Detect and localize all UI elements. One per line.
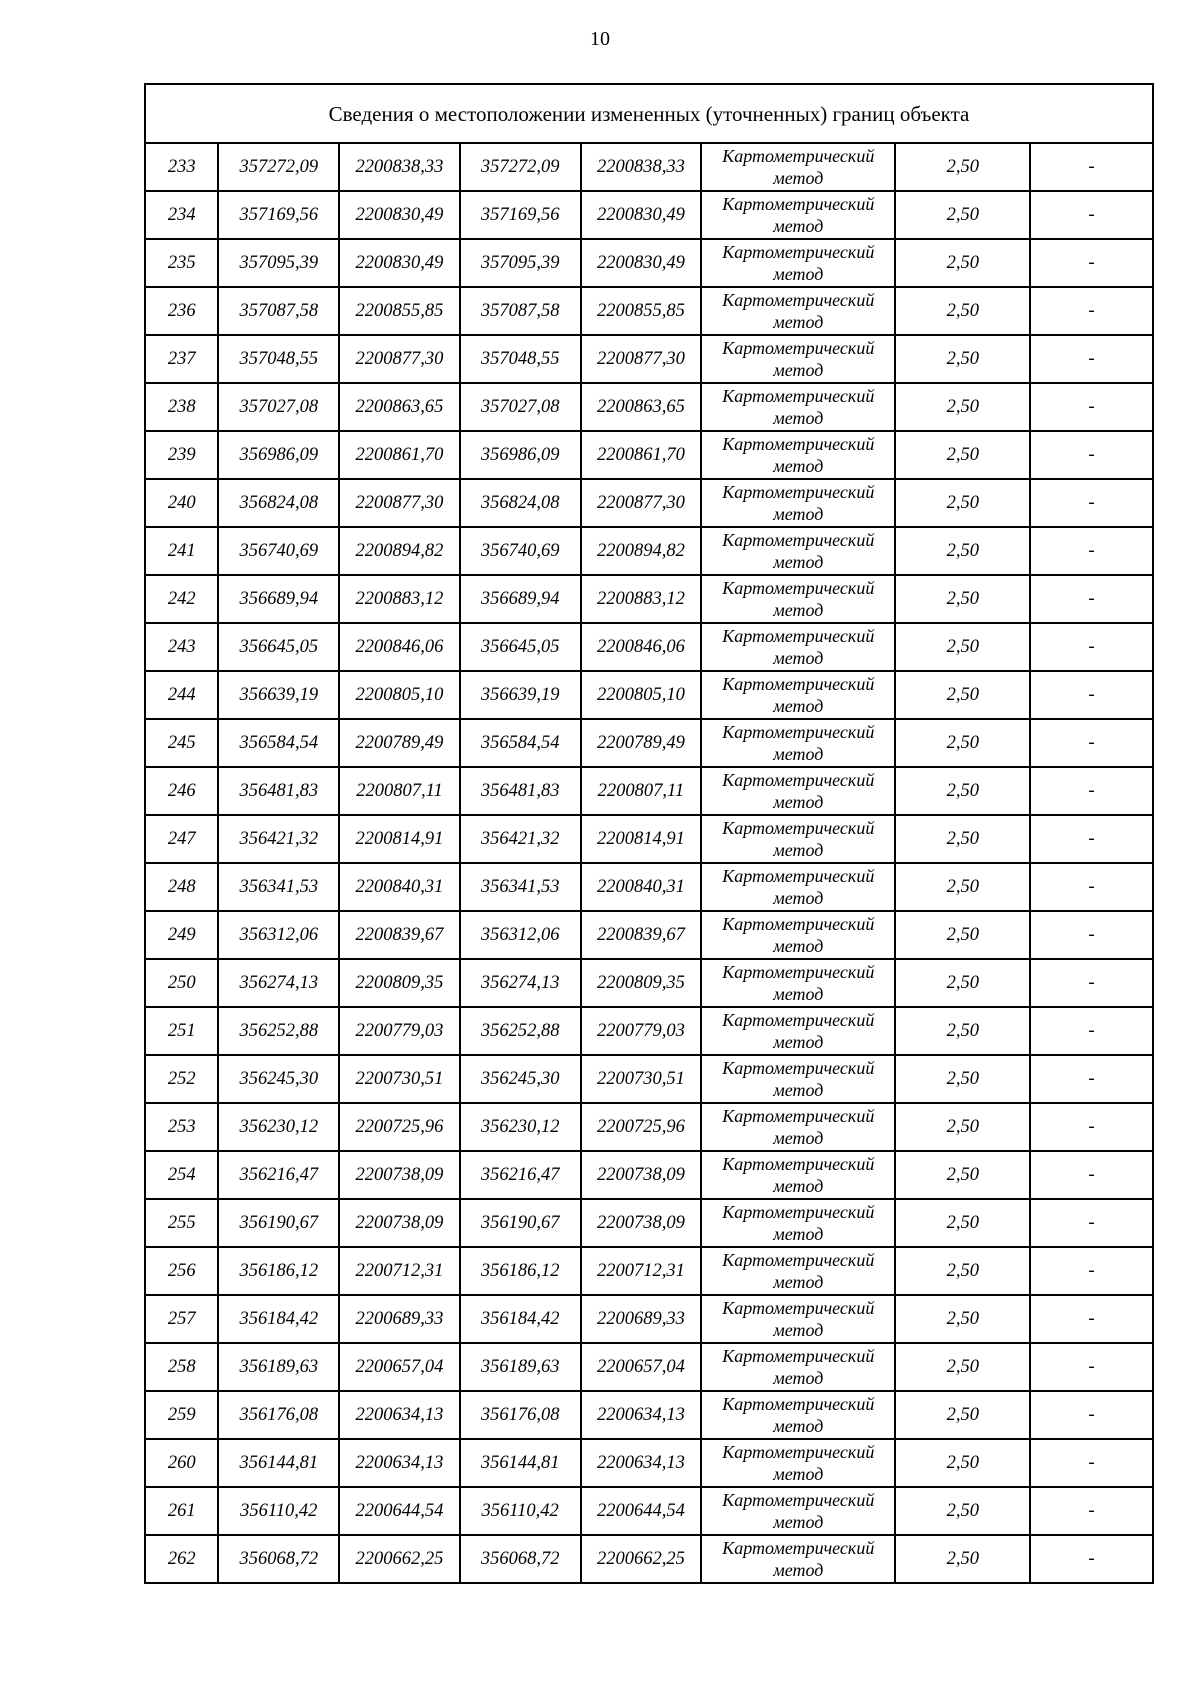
method-cell: Картометрический метод — [701, 431, 895, 479]
refined-x-cell: 356245,30 — [460, 1055, 581, 1103]
refined-x-cell: 357272,09 — [460, 143, 581, 191]
existing-y-cell: 2200830,49 — [339, 191, 460, 239]
accuracy-cell: 2,50 — [895, 527, 1030, 575]
method-cell: Картометрический метод — [701, 1151, 895, 1199]
existing-y-cell: 2200861,70 — [339, 431, 460, 479]
table-row — [145, 1391, 1153, 1439]
accuracy-cell: 2,50 — [895, 1055, 1030, 1103]
method-cell: Картометрический метод — [701, 767, 895, 815]
table-row — [145, 1439, 1153, 1487]
existing-x-cell: 356189,63 — [218, 1343, 339, 1391]
description-cell: - — [1030, 527, 1153, 575]
refined-y-cell: 2200779,03 — [581, 1007, 702, 1055]
accuracy-cell: 2,50 — [895, 1103, 1030, 1151]
existing-y-cell: 2200877,30 — [339, 335, 460, 383]
description-cell: - — [1030, 383, 1153, 431]
refined-x-cell: 356184,42 — [460, 1295, 581, 1343]
refined-y-cell: 2200807,11 — [581, 767, 702, 815]
point-number-cell: 245 — [145, 719, 218, 767]
point-number-cell: 259 — [145, 1391, 218, 1439]
table-row — [145, 671, 1153, 719]
refined-x-cell: 356274,13 — [460, 959, 581, 1007]
existing-y-cell: 2200657,04 — [339, 1343, 460, 1391]
existing-y-cell: 2200840,31 — [339, 863, 460, 911]
table-title-row — [145, 84, 1153, 143]
refined-y-cell: 2200712,31 — [581, 1247, 702, 1295]
existing-y-cell: 2200814,91 — [339, 815, 460, 863]
existing-y-cell: 2200830,49 — [339, 239, 460, 287]
refined-x-cell: 356190,67 — [460, 1199, 581, 1247]
accuracy-cell: 2,50 — [895, 1151, 1030, 1199]
refined-x-cell: 356252,88 — [460, 1007, 581, 1055]
refined-y-cell: 2200877,30 — [581, 335, 702, 383]
table-row — [145, 479, 1153, 527]
description-cell: - — [1030, 1487, 1153, 1535]
refined-x-cell: 356230,12 — [460, 1103, 581, 1151]
table-row — [145, 623, 1153, 671]
method-cell: Картометрический метод — [701, 1295, 895, 1343]
point-number-cell: 248 — [145, 863, 218, 911]
table-row — [145, 1103, 1153, 1151]
existing-y-cell: 2200662,25 — [339, 1535, 460, 1583]
point-number-cell: 244 — [145, 671, 218, 719]
description-cell: - — [1030, 1151, 1153, 1199]
description-cell: - — [1030, 1343, 1153, 1391]
existing-y-cell: 2200789,49 — [339, 719, 460, 767]
existing-y-cell: 2200894,82 — [339, 527, 460, 575]
refined-y-cell: 2200634,13 — [581, 1391, 702, 1439]
existing-y-cell: 2200883,12 — [339, 575, 460, 623]
existing-x-cell: 357048,55 — [218, 335, 339, 383]
description-cell: - — [1030, 287, 1153, 335]
table-row — [145, 863, 1153, 911]
refined-x-cell: 357095,39 — [460, 239, 581, 287]
method-cell: Картометрический метод — [701, 959, 895, 1007]
method-cell: Картометрический метод — [701, 1391, 895, 1439]
point-number-cell: 234 — [145, 191, 218, 239]
point-number-cell: 256 — [145, 1247, 218, 1295]
table-title: Сведения о местоположении измененных (уточненных) границ объекта — [145, 84, 1153, 143]
point-number-cell: 261 — [145, 1487, 218, 1535]
point-number-cell: 253 — [145, 1103, 218, 1151]
refined-x-cell: 356186,12 — [460, 1247, 581, 1295]
existing-y-cell: 2200805,10 — [339, 671, 460, 719]
accuracy-cell: 2,50 — [895, 767, 1030, 815]
refined-y-cell: 2200830,49 — [581, 191, 702, 239]
refined-y-cell: 2200877,30 — [581, 479, 702, 527]
refined-y-cell: 2200730,51 — [581, 1055, 702, 1103]
method-cell: Картометрический метод — [701, 239, 895, 287]
existing-x-cell: 356216,47 — [218, 1151, 339, 1199]
point-number-cell: 246 — [145, 767, 218, 815]
point-number-cell: 243 — [145, 623, 218, 671]
accuracy-cell: 2,50 — [895, 1487, 1030, 1535]
existing-x-cell: 356824,08 — [218, 479, 339, 527]
existing-x-cell: 356740,69 — [218, 527, 339, 575]
point-number-cell: 241 — [145, 527, 218, 575]
existing-x-cell: 356312,06 — [218, 911, 339, 959]
description-cell: - — [1030, 143, 1153, 191]
table-row — [145, 1535, 1153, 1583]
point-number-cell: 238 — [145, 383, 218, 431]
accuracy-cell: 2,50 — [895, 1295, 1030, 1343]
table-row — [145, 767, 1153, 815]
point-number-cell: 249 — [145, 911, 218, 959]
existing-x-cell: 356274,13 — [218, 959, 339, 1007]
existing-x-cell: 356341,53 — [218, 863, 339, 911]
point-number-cell: 236 — [145, 287, 218, 335]
method-cell: Картометрический метод — [701, 719, 895, 767]
description-cell: - — [1030, 1247, 1153, 1295]
point-number-cell: 258 — [145, 1343, 218, 1391]
table-row — [145, 575, 1153, 623]
accuracy-cell: 2,50 — [895, 623, 1030, 671]
method-cell: Картометрический метод — [701, 335, 895, 383]
existing-x-cell: 356186,12 — [218, 1247, 339, 1295]
refined-y-cell: 2200725,96 — [581, 1103, 702, 1151]
refined-x-cell: 356645,05 — [460, 623, 581, 671]
refined-x-cell: 356481,83 — [460, 767, 581, 815]
table-row — [145, 1343, 1153, 1391]
refined-y-cell: 2200883,12 — [581, 575, 702, 623]
point-number-cell: 260 — [145, 1439, 218, 1487]
table-row — [145, 815, 1153, 863]
existing-y-cell: 2200644,54 — [339, 1487, 460, 1535]
accuracy-cell: 2,50 — [895, 1391, 1030, 1439]
existing-x-cell: 356068,72 — [218, 1535, 339, 1583]
existing-x-cell: 356190,67 — [218, 1199, 339, 1247]
accuracy-cell: 2,50 — [895, 383, 1030, 431]
accuracy-cell: 2,50 — [895, 479, 1030, 527]
existing-y-cell: 2200846,06 — [339, 623, 460, 671]
accuracy-cell: 2,50 — [895, 719, 1030, 767]
method-cell: Картометрический метод — [701, 383, 895, 431]
existing-y-cell: 2200779,03 — [339, 1007, 460, 1055]
point-number-cell: 252 — [145, 1055, 218, 1103]
refined-y-cell: 2200894,82 — [581, 527, 702, 575]
accuracy-cell: 2,50 — [895, 287, 1030, 335]
existing-y-cell: 2200634,13 — [339, 1391, 460, 1439]
table-row — [145, 143, 1153, 191]
refined-x-cell: 357169,56 — [460, 191, 581, 239]
existing-y-cell: 2200877,30 — [339, 479, 460, 527]
accuracy-cell: 2,50 — [895, 1199, 1030, 1247]
existing-y-cell: 2200809,35 — [339, 959, 460, 1007]
description-cell: - — [1030, 671, 1153, 719]
refined-x-cell: 356189,63 — [460, 1343, 581, 1391]
existing-y-cell: 2200839,67 — [339, 911, 460, 959]
existing-x-cell: 357087,58 — [218, 287, 339, 335]
point-number-cell: 254 — [145, 1151, 218, 1199]
refined-x-cell: 356068,72 — [460, 1535, 581, 1583]
method-cell: Картометрический метод — [701, 623, 895, 671]
table-row — [145, 383, 1153, 431]
point-number-cell: 239 — [145, 431, 218, 479]
existing-x-cell: 356252,88 — [218, 1007, 339, 1055]
method-cell: Картометрический метод — [701, 863, 895, 911]
table-row — [145, 1151, 1153, 1199]
description-cell: - — [1030, 1295, 1153, 1343]
refined-x-cell: 356584,54 — [460, 719, 581, 767]
refined-x-cell: 356110,42 — [460, 1487, 581, 1535]
description-cell: - — [1030, 719, 1153, 767]
refined-x-cell: 356639,19 — [460, 671, 581, 719]
refined-y-cell: 2200657,04 — [581, 1343, 702, 1391]
existing-x-cell: 356481,83 — [218, 767, 339, 815]
refined-x-cell: 356740,69 — [460, 527, 581, 575]
point-number-cell: 235 — [145, 239, 218, 287]
refined-y-cell: 2200738,09 — [581, 1199, 702, 1247]
table-row — [145, 1007, 1153, 1055]
refined-y-cell: 2200855,85 — [581, 287, 702, 335]
method-cell: Картометрический метод — [701, 1007, 895, 1055]
description-cell: - — [1030, 1007, 1153, 1055]
accuracy-cell: 2,50 — [895, 959, 1030, 1007]
table-row — [145, 959, 1153, 1007]
refined-x-cell: 356421,32 — [460, 815, 581, 863]
refined-y-cell: 2200861,70 — [581, 431, 702, 479]
table-row — [145, 1487, 1153, 1535]
description-cell: - — [1030, 479, 1153, 527]
existing-x-cell: 356986,09 — [218, 431, 339, 479]
method-cell: Картометрический метод — [701, 191, 895, 239]
existing-x-cell: 357095,39 — [218, 239, 339, 287]
point-number-cell: 250 — [145, 959, 218, 1007]
page-number: 10 — [590, 28, 610, 50]
method-cell: Картометрический метод — [701, 1343, 895, 1391]
refined-y-cell: 2200846,06 — [581, 623, 702, 671]
description-cell: - — [1030, 815, 1153, 863]
refined-x-cell: 357027,08 — [460, 383, 581, 431]
boundary-table — [144, 83, 1154, 1584]
point-number-cell: 262 — [145, 1535, 218, 1583]
refined-y-cell: 2200805,10 — [581, 671, 702, 719]
existing-x-cell: 356184,42 — [218, 1295, 339, 1343]
point-number-cell: 240 — [145, 479, 218, 527]
existing-y-cell: 2200730,51 — [339, 1055, 460, 1103]
refined-y-cell: 2200662,25 — [581, 1535, 702, 1583]
existing-x-cell: 357169,56 — [218, 191, 339, 239]
refined-y-cell: 2200814,91 — [581, 815, 702, 863]
table-row — [145, 1295, 1153, 1343]
existing-y-cell: 2200738,09 — [339, 1199, 460, 1247]
method-cell: Картометрический метод — [701, 671, 895, 719]
refined-x-cell: 356176,08 — [460, 1391, 581, 1439]
method-cell: Картометрический метод — [701, 1103, 895, 1151]
description-cell: - — [1030, 767, 1153, 815]
refined-y-cell: 2200809,35 — [581, 959, 702, 1007]
method-cell: Картометрический метод — [701, 479, 895, 527]
accuracy-cell: 2,50 — [895, 1343, 1030, 1391]
accuracy-cell: 2,50 — [895, 575, 1030, 623]
table-row — [145, 1055, 1153, 1103]
existing-y-cell: 2200689,33 — [339, 1295, 460, 1343]
table-row — [145, 239, 1153, 287]
point-number-cell: 251 — [145, 1007, 218, 1055]
table-row — [145, 719, 1153, 767]
description-cell: - — [1030, 1391, 1153, 1439]
refined-y-cell: 2200838,33 — [581, 143, 702, 191]
table-row — [145, 191, 1153, 239]
table-row — [145, 431, 1153, 479]
method-cell: Картометрический метод — [701, 815, 895, 863]
table-row — [145, 1199, 1153, 1247]
accuracy-cell: 2,50 — [895, 191, 1030, 239]
existing-y-cell: 2200807,11 — [339, 767, 460, 815]
method-cell: Картометрический метод — [701, 1247, 895, 1295]
table-row — [145, 335, 1153, 383]
description-cell: - — [1030, 431, 1153, 479]
table-row — [145, 527, 1153, 575]
accuracy-cell: 2,50 — [895, 911, 1030, 959]
method-cell: Картометрический метод — [701, 1535, 895, 1583]
accuracy-cell: 2,50 — [895, 1439, 1030, 1487]
description-cell: - — [1030, 191, 1153, 239]
existing-x-cell: 356245,30 — [218, 1055, 339, 1103]
method-cell: Картометрический метод — [701, 575, 895, 623]
refined-y-cell: 2200634,13 — [581, 1439, 702, 1487]
existing-x-cell: 357027,08 — [218, 383, 339, 431]
existing-x-cell: 356421,32 — [218, 815, 339, 863]
description-cell: - — [1030, 959, 1153, 1007]
existing-x-cell: 356110,42 — [218, 1487, 339, 1535]
method-cell: Картометрический метод — [701, 1487, 895, 1535]
refined-y-cell: 2200863,65 — [581, 383, 702, 431]
description-cell: - — [1030, 911, 1153, 959]
refined-x-cell: 356341,53 — [460, 863, 581, 911]
accuracy-cell: 2,50 — [895, 815, 1030, 863]
existing-y-cell: 2200863,65 — [339, 383, 460, 431]
description-cell: - — [1030, 335, 1153, 383]
description-cell: - — [1030, 863, 1153, 911]
existing-x-cell: 356645,05 — [218, 623, 339, 671]
existing-x-cell: 356639,19 — [218, 671, 339, 719]
method-cell: Картометрический метод — [701, 143, 895, 191]
method-cell: Картометрический метод — [701, 527, 895, 575]
description-cell: - — [1030, 1103, 1153, 1151]
point-number-cell: 242 — [145, 575, 218, 623]
method-cell: Картометрический метод — [701, 1055, 895, 1103]
refined-x-cell: 356824,08 — [460, 479, 581, 527]
refined-y-cell: 2200738,09 — [581, 1151, 702, 1199]
accuracy-cell: 2,50 — [895, 431, 1030, 479]
description-cell: - — [1030, 1055, 1153, 1103]
method-cell: Картометрический метод — [701, 1199, 895, 1247]
existing-y-cell: 2200855,85 — [339, 287, 460, 335]
description-cell: - — [1030, 623, 1153, 671]
point-number-cell: 233 — [145, 143, 218, 191]
refined-y-cell: 2200689,33 — [581, 1295, 702, 1343]
existing-x-cell: 356230,12 — [218, 1103, 339, 1151]
refined-x-cell: 356144,81 — [460, 1439, 581, 1487]
refined-x-cell: 356986,09 — [460, 431, 581, 479]
description-cell: - — [1030, 1199, 1153, 1247]
existing-x-cell: 356689,94 — [218, 575, 339, 623]
refined-y-cell: 2200830,49 — [581, 239, 702, 287]
refined-y-cell: 2200644,54 — [581, 1487, 702, 1535]
refined-x-cell: 356216,47 — [460, 1151, 581, 1199]
table-row — [145, 287, 1153, 335]
accuracy-cell: 2,50 — [895, 671, 1030, 719]
accuracy-cell: 2,50 — [895, 335, 1030, 383]
refined-x-cell: 357087,58 — [460, 287, 581, 335]
existing-y-cell: 2200725,96 — [339, 1103, 460, 1151]
table-row — [145, 911, 1153, 959]
description-cell: - — [1030, 1439, 1153, 1487]
refined-y-cell: 2200839,67 — [581, 911, 702, 959]
accuracy-cell: 2,50 — [895, 863, 1030, 911]
method-cell: Картометрический метод — [701, 287, 895, 335]
refined-y-cell: 2200840,31 — [581, 863, 702, 911]
table-row — [145, 1247, 1153, 1295]
existing-y-cell: 2200712,31 — [339, 1247, 460, 1295]
existing-x-cell: 356144,81 — [218, 1439, 339, 1487]
method-cell: Картометрический метод — [701, 911, 895, 959]
accuracy-cell: 2,50 — [895, 1007, 1030, 1055]
existing-x-cell: 357272,09 — [218, 143, 339, 191]
accuracy-cell: 2,50 — [895, 239, 1030, 287]
existing-x-cell: 356176,08 — [218, 1391, 339, 1439]
refined-y-cell: 2200789,49 — [581, 719, 702, 767]
description-cell: - — [1030, 239, 1153, 287]
point-number-cell: 237 — [145, 335, 218, 383]
refined-x-cell: 356312,06 — [460, 911, 581, 959]
description-cell: - — [1030, 575, 1153, 623]
accuracy-cell: 2,50 — [895, 1247, 1030, 1295]
refined-x-cell: 356689,94 — [460, 575, 581, 623]
method-cell: Картометрический метод — [701, 1439, 895, 1487]
existing-y-cell: 2200634,13 — [339, 1439, 460, 1487]
point-number-cell: 247 — [145, 815, 218, 863]
point-number-cell: 257 — [145, 1295, 218, 1343]
existing-y-cell: 2200838,33 — [339, 143, 460, 191]
existing-y-cell: 2200738,09 — [339, 1151, 460, 1199]
refined-x-cell: 357048,55 — [460, 335, 581, 383]
existing-x-cell: 356584,54 — [218, 719, 339, 767]
description-cell: - — [1030, 1535, 1153, 1583]
accuracy-cell: 2,50 — [895, 1535, 1030, 1583]
accuracy-cell: 2,50 — [895, 143, 1030, 191]
point-number-cell: 255 — [145, 1199, 218, 1247]
